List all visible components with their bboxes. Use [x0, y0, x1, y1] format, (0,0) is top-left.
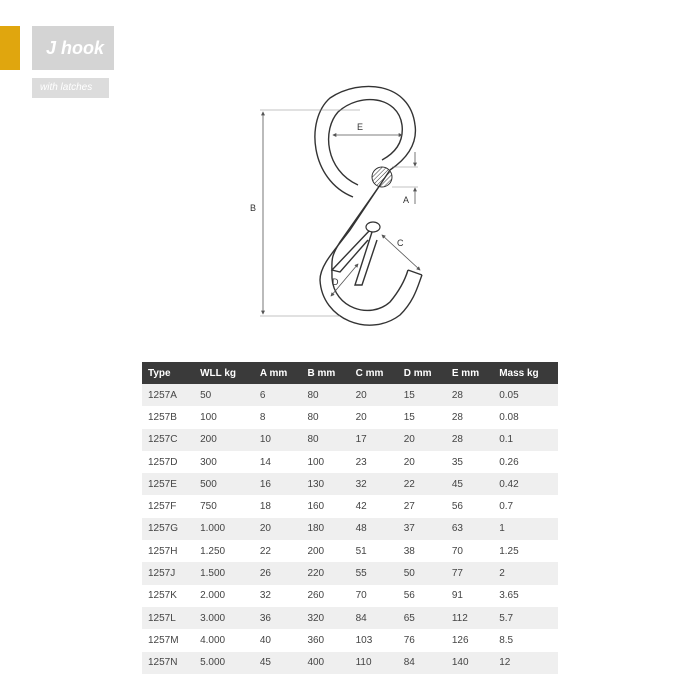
page-subtitle: with latches [32, 78, 109, 98]
hook-outline [315, 86, 422, 325]
table-cell: 22 [254, 540, 302, 562]
table-cell: 26 [254, 562, 302, 584]
table-cell: 0.05 [493, 384, 558, 406]
table-cell: 48 [350, 518, 398, 540]
dimension-label-a: A [403, 195, 410, 205]
table-row [142, 518, 558, 540]
accent-bar [0, 26, 20, 70]
table-cell: 63 [446, 518, 493, 540]
table-cell: 65 [398, 607, 446, 629]
table-cell: 40 [254, 629, 302, 651]
table-cell: 1257J [142, 562, 194, 584]
table-cell: 23 [350, 451, 398, 473]
table-cell: 0.7 [493, 495, 558, 517]
table-cell: 1 [493, 518, 558, 540]
table-cell: 28 [446, 429, 493, 451]
table-cell: 22 [398, 473, 446, 495]
table-cell: 200 [194, 429, 254, 451]
table-cell: 400 [301, 652, 349, 674]
column-header: Mass kg [493, 362, 558, 384]
table-body [142, 384, 558, 674]
table-cell: 80 [301, 384, 349, 406]
table-cell: 1.500 [194, 562, 254, 584]
table-cell: 15 [398, 406, 446, 428]
table-cell: 750 [194, 495, 254, 517]
table-cell: 220 [301, 562, 349, 584]
table-cell: 32 [350, 473, 398, 495]
table-cell: 320 [301, 607, 349, 629]
table-cell: 45 [446, 473, 493, 495]
table-cell: 15 [398, 384, 446, 406]
table-cell: 260 [301, 585, 349, 607]
table-cell: 1257L [142, 607, 194, 629]
table-cell: 3.65 [493, 585, 558, 607]
table-cell: 1257D [142, 451, 194, 473]
table-cell: 200 [301, 540, 349, 562]
table-cell: 38 [398, 540, 446, 562]
table-cell: 76 [398, 629, 446, 651]
table-row [142, 585, 558, 607]
table-row [142, 540, 558, 562]
table-cell: 0.26 [493, 451, 558, 473]
table-cell: 1257B [142, 406, 194, 428]
table-row [142, 495, 558, 517]
table-cell: 1257C [142, 429, 194, 451]
table-cell: 360 [301, 629, 349, 651]
table-cell: 4.000 [194, 629, 254, 651]
table-cell: 42 [350, 495, 398, 517]
table-cell: 1257G [142, 518, 194, 540]
table-cell: 1257E [142, 473, 194, 495]
table-cell: 84 [350, 607, 398, 629]
table-cell: 126 [446, 629, 493, 651]
table-cell: 12 [493, 652, 558, 674]
table-cell: 20 [398, 429, 446, 451]
table-cell: 1.250 [194, 540, 254, 562]
table-row [142, 473, 558, 495]
table-cell: 45 [254, 652, 302, 674]
dimension-label-e: E [357, 122, 364, 132]
column-header: A mm [254, 362, 302, 384]
table-header-row [142, 362, 558, 384]
table-row [142, 629, 558, 651]
table-cell: 50 [194, 384, 254, 406]
table-cell: 100 [194, 406, 254, 428]
spec-table [142, 362, 558, 674]
table-cell: 0.08 [493, 406, 558, 428]
dimension-label-d: D [332, 277, 339, 287]
table-cell: 1257N [142, 652, 194, 674]
table-cell: 1257H [142, 540, 194, 562]
table-row [142, 451, 558, 473]
table-cell: 91 [446, 585, 493, 607]
table-cell: 20 [350, 384, 398, 406]
table-cell: 20 [398, 451, 446, 473]
table-cell: 5.000 [194, 652, 254, 674]
table-cell: 20 [254, 518, 302, 540]
table-cell: 180 [301, 518, 349, 540]
table-cell: 1257K [142, 585, 194, 607]
table-row [142, 429, 558, 451]
table-cell: 2 [493, 562, 558, 584]
table-cell: 32 [254, 585, 302, 607]
table-cell: 112 [446, 607, 493, 629]
table-cell: 56 [398, 585, 446, 607]
table-cell: 100 [301, 451, 349, 473]
latch-pivot [366, 222, 380, 232]
table-cell: 0.1 [493, 429, 558, 451]
hook-diagram [240, 80, 440, 340]
table-cell: 1257M [142, 629, 194, 651]
table-cell: 1.000 [194, 518, 254, 540]
table-cell: 70 [446, 540, 493, 562]
table-cell: 110 [350, 652, 398, 674]
table-row [142, 607, 558, 629]
table-cell: 55 [350, 562, 398, 584]
table-cell: 8 [254, 406, 302, 428]
table-cell: 160 [301, 495, 349, 517]
table-cell: 130 [301, 473, 349, 495]
column-header: C mm [350, 362, 398, 384]
table-cell: 8.5 [493, 629, 558, 651]
table-cell: 80 [301, 406, 349, 428]
table-cell: 28 [446, 406, 493, 428]
table-cell: 80 [301, 429, 349, 451]
table-cell: 77 [446, 562, 493, 584]
table-cell: 10 [254, 429, 302, 451]
table-row [142, 384, 558, 406]
table-cell: 18 [254, 495, 302, 517]
table-cell: 1257F [142, 495, 194, 517]
table-row [142, 406, 558, 428]
dimension-label-c: C [397, 238, 404, 248]
table-cell: 28 [446, 384, 493, 406]
table-cell: 1.25 [493, 540, 558, 562]
column-header: B mm [301, 362, 349, 384]
table-cell: 2.000 [194, 585, 254, 607]
pin-section [372, 167, 392, 187]
column-header: Type [142, 362, 194, 384]
table-cell: 5.7 [493, 607, 558, 629]
table-cell: 300 [194, 451, 254, 473]
table-cell: 50 [398, 562, 446, 584]
table-cell: 16 [254, 473, 302, 495]
table-cell: 1257A [142, 384, 194, 406]
table-cell: 3.000 [194, 607, 254, 629]
table-cell: 70 [350, 585, 398, 607]
table-cell: 84 [398, 652, 446, 674]
table-row [142, 652, 558, 674]
table-cell: 14 [254, 451, 302, 473]
table-cell: 20 [350, 406, 398, 428]
table-cell: 17 [350, 429, 398, 451]
table-cell: 56 [446, 495, 493, 517]
table-cell: 500 [194, 473, 254, 495]
page-title: J hook [32, 26, 114, 70]
table-cell: 0.42 [493, 473, 558, 495]
table-cell: 37 [398, 518, 446, 540]
table-cell: 27 [398, 495, 446, 517]
table-cell: 103 [350, 629, 398, 651]
table-cell: 35 [446, 451, 493, 473]
column-header: WLL kg [194, 362, 254, 384]
table-cell: 51 [350, 540, 398, 562]
table-cell: 6 [254, 384, 302, 406]
column-header: E mm [446, 362, 493, 384]
column-header: D mm [398, 362, 446, 384]
table-cell: 140 [446, 652, 493, 674]
dimension-label-b: B [250, 203, 257, 213]
table-cell: 36 [254, 607, 302, 629]
table-row [142, 562, 558, 584]
